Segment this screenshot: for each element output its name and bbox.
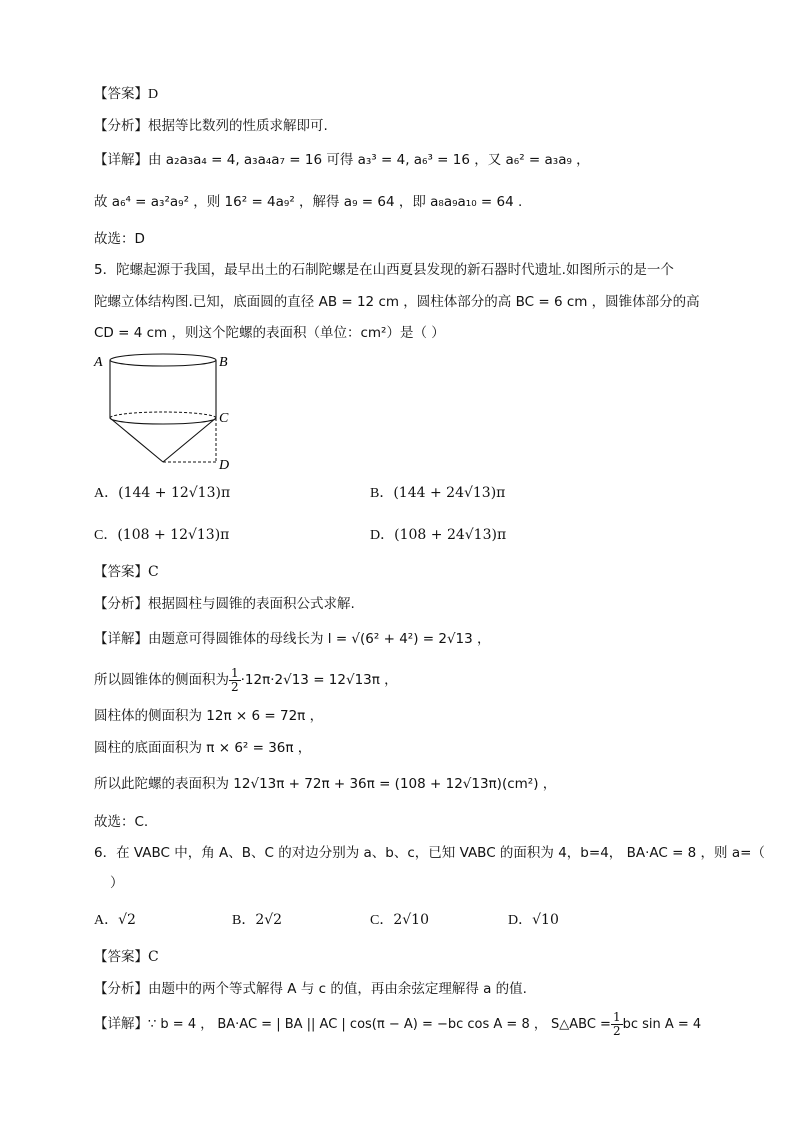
q5-stem-1: 5．陀螺起源于我国，最早出土的石制陀螺是在山西夏县发现的新石器时代遗址.如图所示的是一个 <box>94 262 674 278</box>
top-ellipse <box>110 354 216 366</box>
q5-detail-4: 圆柱的底面面积为 π × 6² = 36π ， <box>94 740 312 756</box>
bottom-ellipse-front <box>110 418 216 424</box>
q6-detail-1a: ∵ b = 4 ， BA·AC = | BA || AC | cos(π − A) = −bc cos A = 8 ， S△ABC = <box>148 1017 611 1032</box>
q6-analysis: 由题中的两个等式解得 A 与 c 的值，再由余弦定理解得 a 的值. <box>148 981 527 997</box>
answer-tag: 【答案】 <box>94 564 148 580</box>
analysis-tag: 【分析】 <box>94 118 148 134</box>
q5-detail-line-4 <box>94 738 311 758</box>
option-text: 2√10 <box>393 912 429 928</box>
q6-stem-line-1 <box>94 843 765 863</box>
option-text: 2√2 <box>255 912 283 928</box>
q4-analysis-line <box>94 116 328 136</box>
q6-analysis-line <box>94 979 527 999</box>
option-text: (144 + 24√13)π <box>393 485 506 501</box>
option-label: B． <box>232 913 256 928</box>
option-label: B． <box>370 486 394 501</box>
fraction-numerator: 1 <box>612 1010 621 1024</box>
q5-answer: C <box>148 564 159 580</box>
q5-conclusion: 故选：C. <box>94 814 149 830</box>
q4-detail-line-1 <box>94 150 590 170</box>
q4-detail-2: 故 a₆⁴ = a₃²a₉² ，则 16² = 4a₉² ，解得 a₉ = 64 ，即 a₈a₉a₁₀ = 64 . <box>94 194 523 210</box>
option-label: A． <box>94 486 119 501</box>
q5-stem-2: 陀螺立体结构图.已知，底面圆的直径 AB = 12 cm ，圆柱体部分的高 BC = 6 cm ，圆锥体部分的高 <box>94 294 700 310</box>
option-label: C． <box>94 528 118 543</box>
q6-stem-line-2 <box>110 873 124 893</box>
q6-answer: C <box>148 949 159 965</box>
q5-detail-2-rest: ·12π·2√13 = 12√13π ， <box>240 672 398 688</box>
q4-detail-line-2 <box>94 192 522 212</box>
detail-tag: 【详解】 <box>94 152 148 168</box>
q5-detail-line-2 <box>94 666 398 694</box>
q4-analysis: 根据等比数列的性质求解即可. <box>148 118 328 134</box>
q5-stem-3: CD = 4 cm ，则这个陀螺的表面积（单位：cm²）是（ ） <box>94 325 445 341</box>
label-d: D <box>219 458 230 473</box>
q6-option-c <box>370 910 429 931</box>
q6-option-b <box>232 910 282 931</box>
q5-option-a <box>94 483 230 504</box>
label-c: C <box>219 411 229 426</box>
analysis-tag: 【分析】 <box>94 981 148 997</box>
q6-option-d <box>508 910 559 931</box>
q5-detail-line-5 <box>94 774 556 794</box>
option-text: (144 + 12√13)π <box>118 485 231 501</box>
q5-detail-3: 圆柱体的侧面积为 12π × 6 = 72π ， <box>94 708 324 724</box>
option-label: A． <box>94 913 119 928</box>
fraction-one-half <box>229 667 241 694</box>
detail-tag: 【详解】 <box>94 631 148 647</box>
q5-conclusion-line <box>94 812 148 832</box>
q4-conclusion: 故选：D <box>94 231 145 247</box>
option-text: √2 <box>118 912 136 928</box>
option-label: D． <box>508 913 533 928</box>
detail-tag: 【详解】 <box>94 1016 148 1032</box>
q4-answer: D <box>148 87 159 102</box>
option-label: D． <box>370 528 395 543</box>
spinning-top-figure <box>92 350 252 475</box>
option-text: √10 <box>532 912 559 928</box>
q4-answer-line <box>94 84 158 105</box>
q5-analysis: 根据圆柱与圆锥的表面积公式求解. <box>148 596 355 612</box>
option-text: (108 + 24√13)π <box>394 527 507 543</box>
bottom-ellipse-back <box>110 412 216 418</box>
fraction-numerator: 1 <box>231 665 239 680</box>
q4-detail-1: 由 a₂a₃a₄ = 4, a₃a₄a₇ = 16 可得 a₃³ = 4, a₆³ = 16 ，又 a₆² = a₃a₉ ， <box>148 152 590 168</box>
q5-option-d <box>370 525 506 546</box>
q6-option-a <box>94 910 136 931</box>
q5-detail-2-prefix: 所以圆锥体的侧面积为 <box>94 672 229 688</box>
q5-option-b <box>370 483 505 504</box>
label-a: A <box>94 355 103 370</box>
q5-option-c <box>94 525 229 546</box>
q5-analysis-line <box>94 594 355 614</box>
cone-right-edge <box>163 418 216 462</box>
q5-detail-line-3 <box>94 706 323 726</box>
option-text: (108 + 12√13)π <box>117 527 230 543</box>
q5-detail-5: 所以此陀螺的表面积为 12√13π + 72π + 36π = (108 + 12√13π)(cm²) ， <box>94 776 557 792</box>
q6-stem-1: 6．在 VABC 中，角 A、B、C 的对边分别为 a、b、c，已知 VABC 的面积为 4，b=4， BA·AC = 8 ，则 a=（ <box>94 845 765 861</box>
q5-detail-1: 由题意可得圆锥体的母线长为 l = √(6² + 4²) = 2√13 ， <box>148 631 491 647</box>
fraction-one-half <box>611 1011 623 1038</box>
answer-tag: 【答案】 <box>94 949 148 965</box>
q5-answer-line <box>94 562 159 582</box>
fraction-denominator: 2 <box>612 1024 621 1038</box>
q6-stem-2: ） <box>110 875 124 891</box>
analysis-tag: 【分析】 <box>94 596 148 612</box>
q5-stem-line-3 <box>94 323 445 343</box>
q6-answer-line <box>94 947 159 967</box>
q6-detail-1b: bc sin A = 4 <box>622 1017 702 1032</box>
q4-conclusion-line <box>94 229 145 249</box>
q5-stem-line-1 <box>94 260 674 280</box>
option-label: C． <box>370 913 394 928</box>
q5-stem-line-2 <box>94 292 700 312</box>
label-b: B <box>219 355 228 370</box>
q6-detail-line-1 <box>94 1010 701 1039</box>
fraction-denominator: 2 <box>231 679 239 694</box>
answer-tag: 【答案】 <box>94 86 148 102</box>
q5-detail-line-1 <box>94 629 491 649</box>
cone-left-edge <box>110 418 163 462</box>
